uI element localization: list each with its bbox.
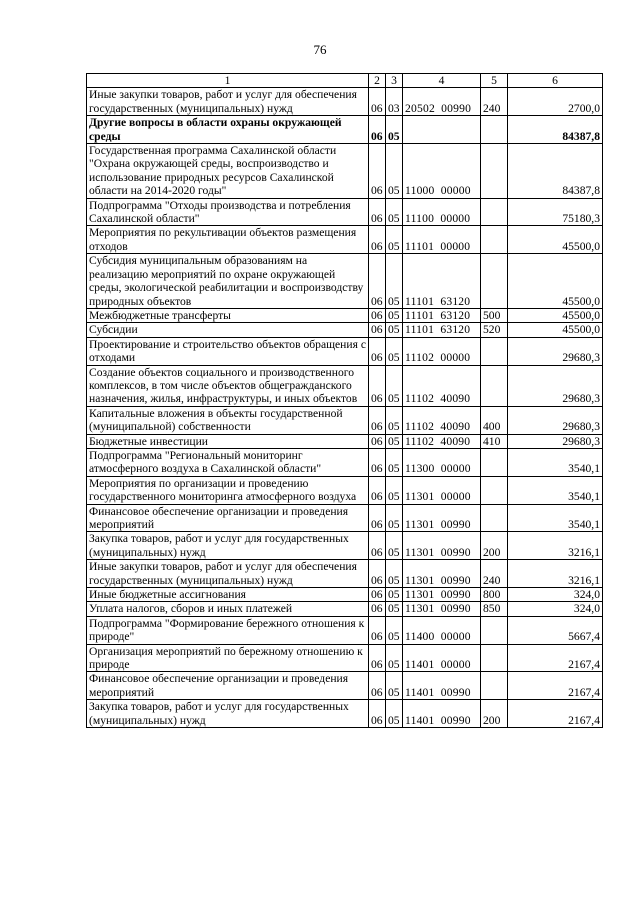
row-target-article: 11300 00000 [403,448,481,476]
column-header-amount: 6 [508,74,603,88]
row-target-article: 11100 00000 [403,198,481,226]
table-row [87,365,603,406]
row-expense-type [481,365,508,406]
table-row [87,602,603,616]
row-subsection: 05 [386,254,403,309]
table-row [87,700,603,728]
table-row [87,434,603,448]
table-row [87,254,603,309]
table-row [87,532,603,560]
row-name: Другие вопросы в области охраны окружающей среды [87,116,369,144]
row-target-article: 11101 63120 [403,308,481,322]
row-expense-type: 410 [481,434,508,448]
column-header-target-article: 4 [403,74,481,88]
budget-table [86,73,603,728]
row-name: Субсидия муниципальным образованиям на реализацию мероприятий по охране окружающей среды, экологической реабилитации и воспроизводству природных объектов [87,254,369,309]
column-header-expense-type: 5 [481,74,508,88]
row-expense-type: 500 [481,308,508,322]
row-amount: 84387,8 [508,116,603,144]
row-amount: 29680,3 [508,434,603,448]
row-section: 06 [369,504,386,532]
row-subsection: 05 [386,616,403,644]
row-section: 06 [369,226,386,254]
row-subsection: 05 [386,504,403,532]
row-target-article: 11101 00000 [403,226,481,254]
row-subsection: 05 [386,116,403,144]
row-subsection: 05 [386,602,403,616]
row-subsection: 05 [386,434,403,448]
row-subsection: 05 [386,588,403,602]
row-expense-type: 850 [481,602,508,616]
row-name: Подпрограмма "Формирование бережного отношения к природе" [87,616,369,644]
table-row [87,672,603,700]
row-section: 06 [369,448,386,476]
row-section: 06 [369,144,386,199]
row-section: 06 [369,588,386,602]
column-header-name: 1 [87,74,369,88]
row-amount: 5667,4 [508,616,603,644]
row-expense-type [481,644,508,672]
row-amount: 324,0 [508,602,603,616]
row-target-article: 11102 40090 [403,365,481,406]
table-row [87,406,603,434]
row-amount: 75180,3 [508,198,603,226]
row-expense-type: 240 [481,88,508,116]
row-target-article: 11101 63120 [403,323,481,337]
row-section: 06 [369,116,386,144]
row-name: Субсидии [87,323,369,337]
row-section: 06 [369,88,386,116]
table-row [87,116,603,144]
row-amount: 3540,1 [508,448,603,476]
row-target-article: 11102 40090 [403,406,481,434]
row-target-article: 11301 00990 [403,602,481,616]
row-name: Финансовое обеспечение организации и проведения мероприятий [87,672,369,700]
row-name: Финансовое обеспечение организации и проведения мероприятий [87,504,369,532]
row-amount: 3540,1 [508,476,603,504]
row-target-article: 11301 00000 [403,476,481,504]
row-target-article: 11401 00990 [403,700,481,728]
row-section: 06 [369,476,386,504]
row-name: Бюджетные инвестиции [87,434,369,448]
row-amount: 29680,3 [508,365,603,406]
row-target-article: 20502 00990 [403,88,481,116]
row-expense-type [481,144,508,199]
row-amount: 45500,0 [508,308,603,322]
row-name: Подпрограмма "Отходы производства и потребления Сахалинской области" [87,198,369,226]
row-subsection: 05 [386,323,403,337]
row-target-article: 11401 00000 [403,644,481,672]
table-row [87,588,603,602]
column-header-section: 2 [369,74,386,88]
row-amount: 29680,3 [508,406,603,434]
table-header-row [87,74,603,88]
row-target-article: 11301 00990 [403,560,481,588]
row-expense-type: 800 [481,588,508,602]
row-name: Иные закупки товаров, работ и услуг для обеспечения государственных (муниципальных) нужд [87,88,369,116]
row-section: 06 [369,644,386,672]
row-subsection: 03 [386,88,403,116]
row-section: 06 [369,308,386,322]
row-subsection: 05 [386,365,403,406]
row-subsection: 05 [386,144,403,199]
row-expense-type [481,504,508,532]
row-name: Мероприятия по рекультивации объектов размещения отходов [87,226,369,254]
row-subsection: 05 [386,448,403,476]
row-target-article [403,116,481,144]
table-row [87,144,603,199]
row-amount: 45500,0 [508,254,603,309]
table-row [87,198,603,226]
row-expense-type [481,476,508,504]
row-section: 06 [369,198,386,226]
table-row [87,88,603,116]
row-amount: 84387,8 [508,144,603,199]
page-number: 76 [313,42,327,57]
row-target-article: 11000 00000 [403,144,481,199]
table-row [87,476,603,504]
row-subsection: 05 [386,700,403,728]
row-target-article: 11101 63120 [403,254,481,309]
row-amount: 2167,4 [508,700,603,728]
table-row [87,504,603,532]
row-subsection: 05 [386,476,403,504]
row-name: Государственная программа Сахалинской области "Охрана окружающей среды, воспроизводство и использование природных ресурсов Сахалинской области на 2014-2020 годы" [87,144,369,199]
row-target-article: 11301 00990 [403,532,481,560]
row-expense-type [481,672,508,700]
row-name: Уплата налогов, сборов и иных платежей [87,602,369,616]
row-amount: 324,0 [508,588,603,602]
row-expense-type: 200 [481,532,508,560]
table-row [87,226,603,254]
row-expense-type [481,337,508,365]
row-expense-type [481,616,508,644]
row-expense-type [481,116,508,144]
row-name: Закупка товаров, работ и услуг для государственных (муниципальных) нужд [87,700,369,728]
row-expense-type: 200 [481,700,508,728]
row-amount: 3540,1 [508,504,603,532]
row-subsection: 05 [386,532,403,560]
table-row [87,644,603,672]
row-amount: 2167,4 [508,644,603,672]
row-expense-type [481,254,508,309]
table-row [87,560,603,588]
budget-table-body [87,74,603,728]
row-amount: 3216,1 [508,532,603,560]
row-subsection: 05 [386,406,403,434]
row-name: Мероприятия по организации и проведению государственного мониторинга атмосферного воздуха [87,476,369,504]
row-subsection: 05 [386,560,403,588]
row-section: 06 [369,560,386,588]
row-expense-type: 240 [481,560,508,588]
row-section: 06 [369,337,386,365]
table-row [87,337,603,365]
row-expense-type [481,198,508,226]
row-section: 06 [369,323,386,337]
row-section: 06 [369,602,386,616]
table-row [87,323,603,337]
row-section: 06 [369,365,386,406]
column-header-subsection: 3 [386,74,403,88]
row-name: Подпрограмма "Региональный мониторинг атмосферного воздуха в Сахалинской области" [87,448,369,476]
row-subsection: 05 [386,198,403,226]
row-subsection: 05 [386,337,403,365]
row-section: 06 [369,700,386,728]
row-amount: 45500,0 [508,323,603,337]
row-section: 06 [369,406,386,434]
row-name: Создание объектов социального и производственного комплексов, в том числе объектов общегражданского назначения, жилья, инфраструктуры, и иных объектов [87,365,369,406]
row-target-article: 11102 00000 [403,337,481,365]
row-name: Иные бюджетные ассигнования [87,588,369,602]
row-section: 06 [369,532,386,560]
row-amount: 3216,1 [508,560,603,588]
table-row [87,448,603,476]
row-subsection: 05 [386,672,403,700]
row-name: Проектирование и строительство объектов обращения с отходами [87,337,369,365]
row-name: Капитальные вложения в объекты государственной (муниципальной) собственности [87,406,369,434]
row-expense-type: 520 [481,323,508,337]
row-section: 06 [369,616,386,644]
row-subsection: 05 [386,308,403,322]
row-target-article: 11301 00990 [403,588,481,602]
row-amount: 45500,0 [508,226,603,254]
row-amount: 2167,4 [508,672,603,700]
row-name: Закупка товаров, работ и услуг для государственных (муниципальных) нужд [87,532,369,560]
row-expense-type [481,226,508,254]
row-name: Иные закупки товаров, работ и услуг для обеспечения государственных (муниципальных) нужд [87,560,369,588]
table-row [87,616,603,644]
row-amount: 29680,3 [508,337,603,365]
row-target-article: 11102 40090 [403,434,481,448]
row-expense-type: 400 [481,406,508,434]
row-target-article: 11401 00990 [403,672,481,700]
row-expense-type [481,448,508,476]
row-section: 06 [369,672,386,700]
row-name: Организация мероприятий по бережному отношению к природе [87,644,369,672]
row-target-article: 11400 00000 [403,616,481,644]
row-subsection: 05 [386,226,403,254]
row-amount: 2700,0 [508,88,603,116]
row-target-article: 11301 00990 [403,504,481,532]
row-section: 06 [369,254,386,309]
row-section: 06 [369,434,386,448]
table-row [87,308,603,322]
row-subsection: 05 [386,644,403,672]
row-name: Межбюджетные трансферты [87,308,369,322]
